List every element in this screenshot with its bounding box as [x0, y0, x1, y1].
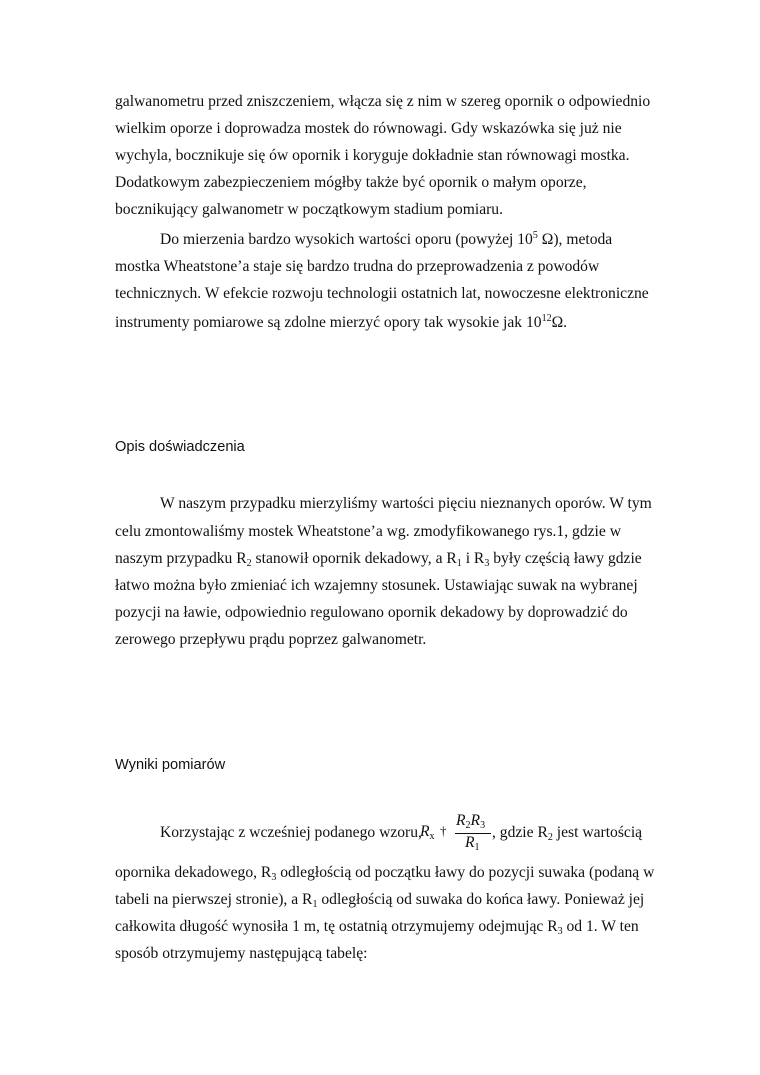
paragraph3-line: zerowego przepływu prądu poprzez galwanometr.	[115, 631, 427, 648]
text-run: były częścią ławy gdzie	[489, 550, 642, 567]
paragraph1-line: bocznikujący galwanometr w początkowym stadium pomiaru.	[115, 201, 504, 218]
paragraph3-line	[115, 549, 642, 569]
subscript: 2	[547, 832, 553, 843]
subscript: 3	[484, 558, 490, 569]
formula-numerator: $R_2R_3$	[456, 812, 486, 831]
paragraph2-line: mostka Wheatstone’a staje się bardzo trudna do przeprowadzenia z powodów	[115, 258, 600, 275]
paragraph4-line	[492, 823, 642, 843]
paragraph4-line: Korzystając z wcześniej podanego wzoru,	[160, 824, 422, 841]
text-run: Do mierzenia bardzo wysokich wartości oporu (powyżej 10	[160, 231, 533, 248]
text-run: , gdzie R	[492, 824, 548, 841]
paragraph3-line: pozycji na ławie, odpowiednio regulowano opornik dekadowy by doprowadzić do	[115, 604, 628, 621]
text-run: od 1. W ten	[562, 918, 639, 935]
paragraph1-line: galwanometru przed zniszczeniem, włącza się z nim w szereg opornik o odpowiednio	[115, 93, 651, 110]
text-run: odległością od początku ławy do pozycji suwaka (podaną w	[276, 864, 655, 881]
formula-denominator: $R_1$	[465, 834, 480, 853]
text-run: stanowił opornik dekadowy, a R	[251, 550, 457, 567]
text-run: tabeli na pierwszej stronie), a R	[115, 891, 313, 908]
text-run: jest wartością	[552, 824, 643, 841]
text-run: opornika dekadowego, R	[115, 864, 272, 881]
subscript: 1	[456, 558, 462, 569]
subscript: 2	[246, 558, 252, 569]
text-run: instrumenty pomiarowe są zdolne mierzyć opory tak wysokie jak 10	[115, 314, 542, 331]
subscript: 3	[557, 926, 563, 937]
subscript: 3	[271, 872, 277, 883]
paragraph3-line: W naszym przypadku mierzyliśmy wartości pięciu nieznanych oporów. W tym	[160, 495, 652, 512]
paragraph1-line: wychyla, bocznikuje się ów opornik i koryguje dokładnie stan równowagi mostka.	[115, 147, 630, 164]
formula-operator: †	[440, 823, 447, 838]
text-run: naszym przypadku R	[115, 550, 247, 567]
paragraph4-line: sposób otrzymujemy następującą tabelę:	[115, 945, 368, 962]
section-heading-results: Wyniki pomiarów	[115, 757, 226, 773]
paragraph4-line	[115, 890, 644, 910]
paragraph2-line	[160, 230, 612, 250]
text-run: i R	[461, 550, 485, 567]
formula-lhs: $R_x$	[420, 823, 435, 842]
paragraph2-line: technicznych. W efekcie rozwoju technologii ostatnich lat, nowoczesne elektroniczne	[115, 285, 649, 302]
superscript: 5	[532, 230, 538, 241]
paragraph1-line: Dodatkowym zabezpieczeniem mógłby także być opornik o małym oporze,	[115, 174, 587, 191]
subscript: 1	[312, 899, 318, 910]
superscript: 12	[541, 313, 552, 324]
text-run: Ω.	[551, 314, 568, 331]
text-run: Ω), metoda	[537, 231, 613, 248]
paragraph4-line	[115, 863, 654, 883]
paragraph3-line: łatwo można było zmieniać ich wzajemny stosunek. Ustawiając suwak na wybranej	[115, 577, 638, 594]
paragraph2-line	[115, 313, 567, 333]
paragraph4-line	[115, 917, 639, 937]
text-run: odległością od suwaka do końca ławy. Ponieważ jej	[317, 891, 645, 908]
paragraph3-line: celu zmontowaliśmy mostek Wheatstone’a wg. zmodyfikowanego rys.1, gdzie w	[115, 523, 621, 540]
section-heading-description: Opis doświadczenia	[115, 439, 245, 455]
text-run: całkowita długość wynosiła 1 m, tę ostatnią otrzymujemy odejmując R	[115, 918, 558, 935]
paragraph1-line: wielkim oporze i doprowadza mostek do równowagi. Gdy wskazówka się już nie	[115, 120, 622, 137]
